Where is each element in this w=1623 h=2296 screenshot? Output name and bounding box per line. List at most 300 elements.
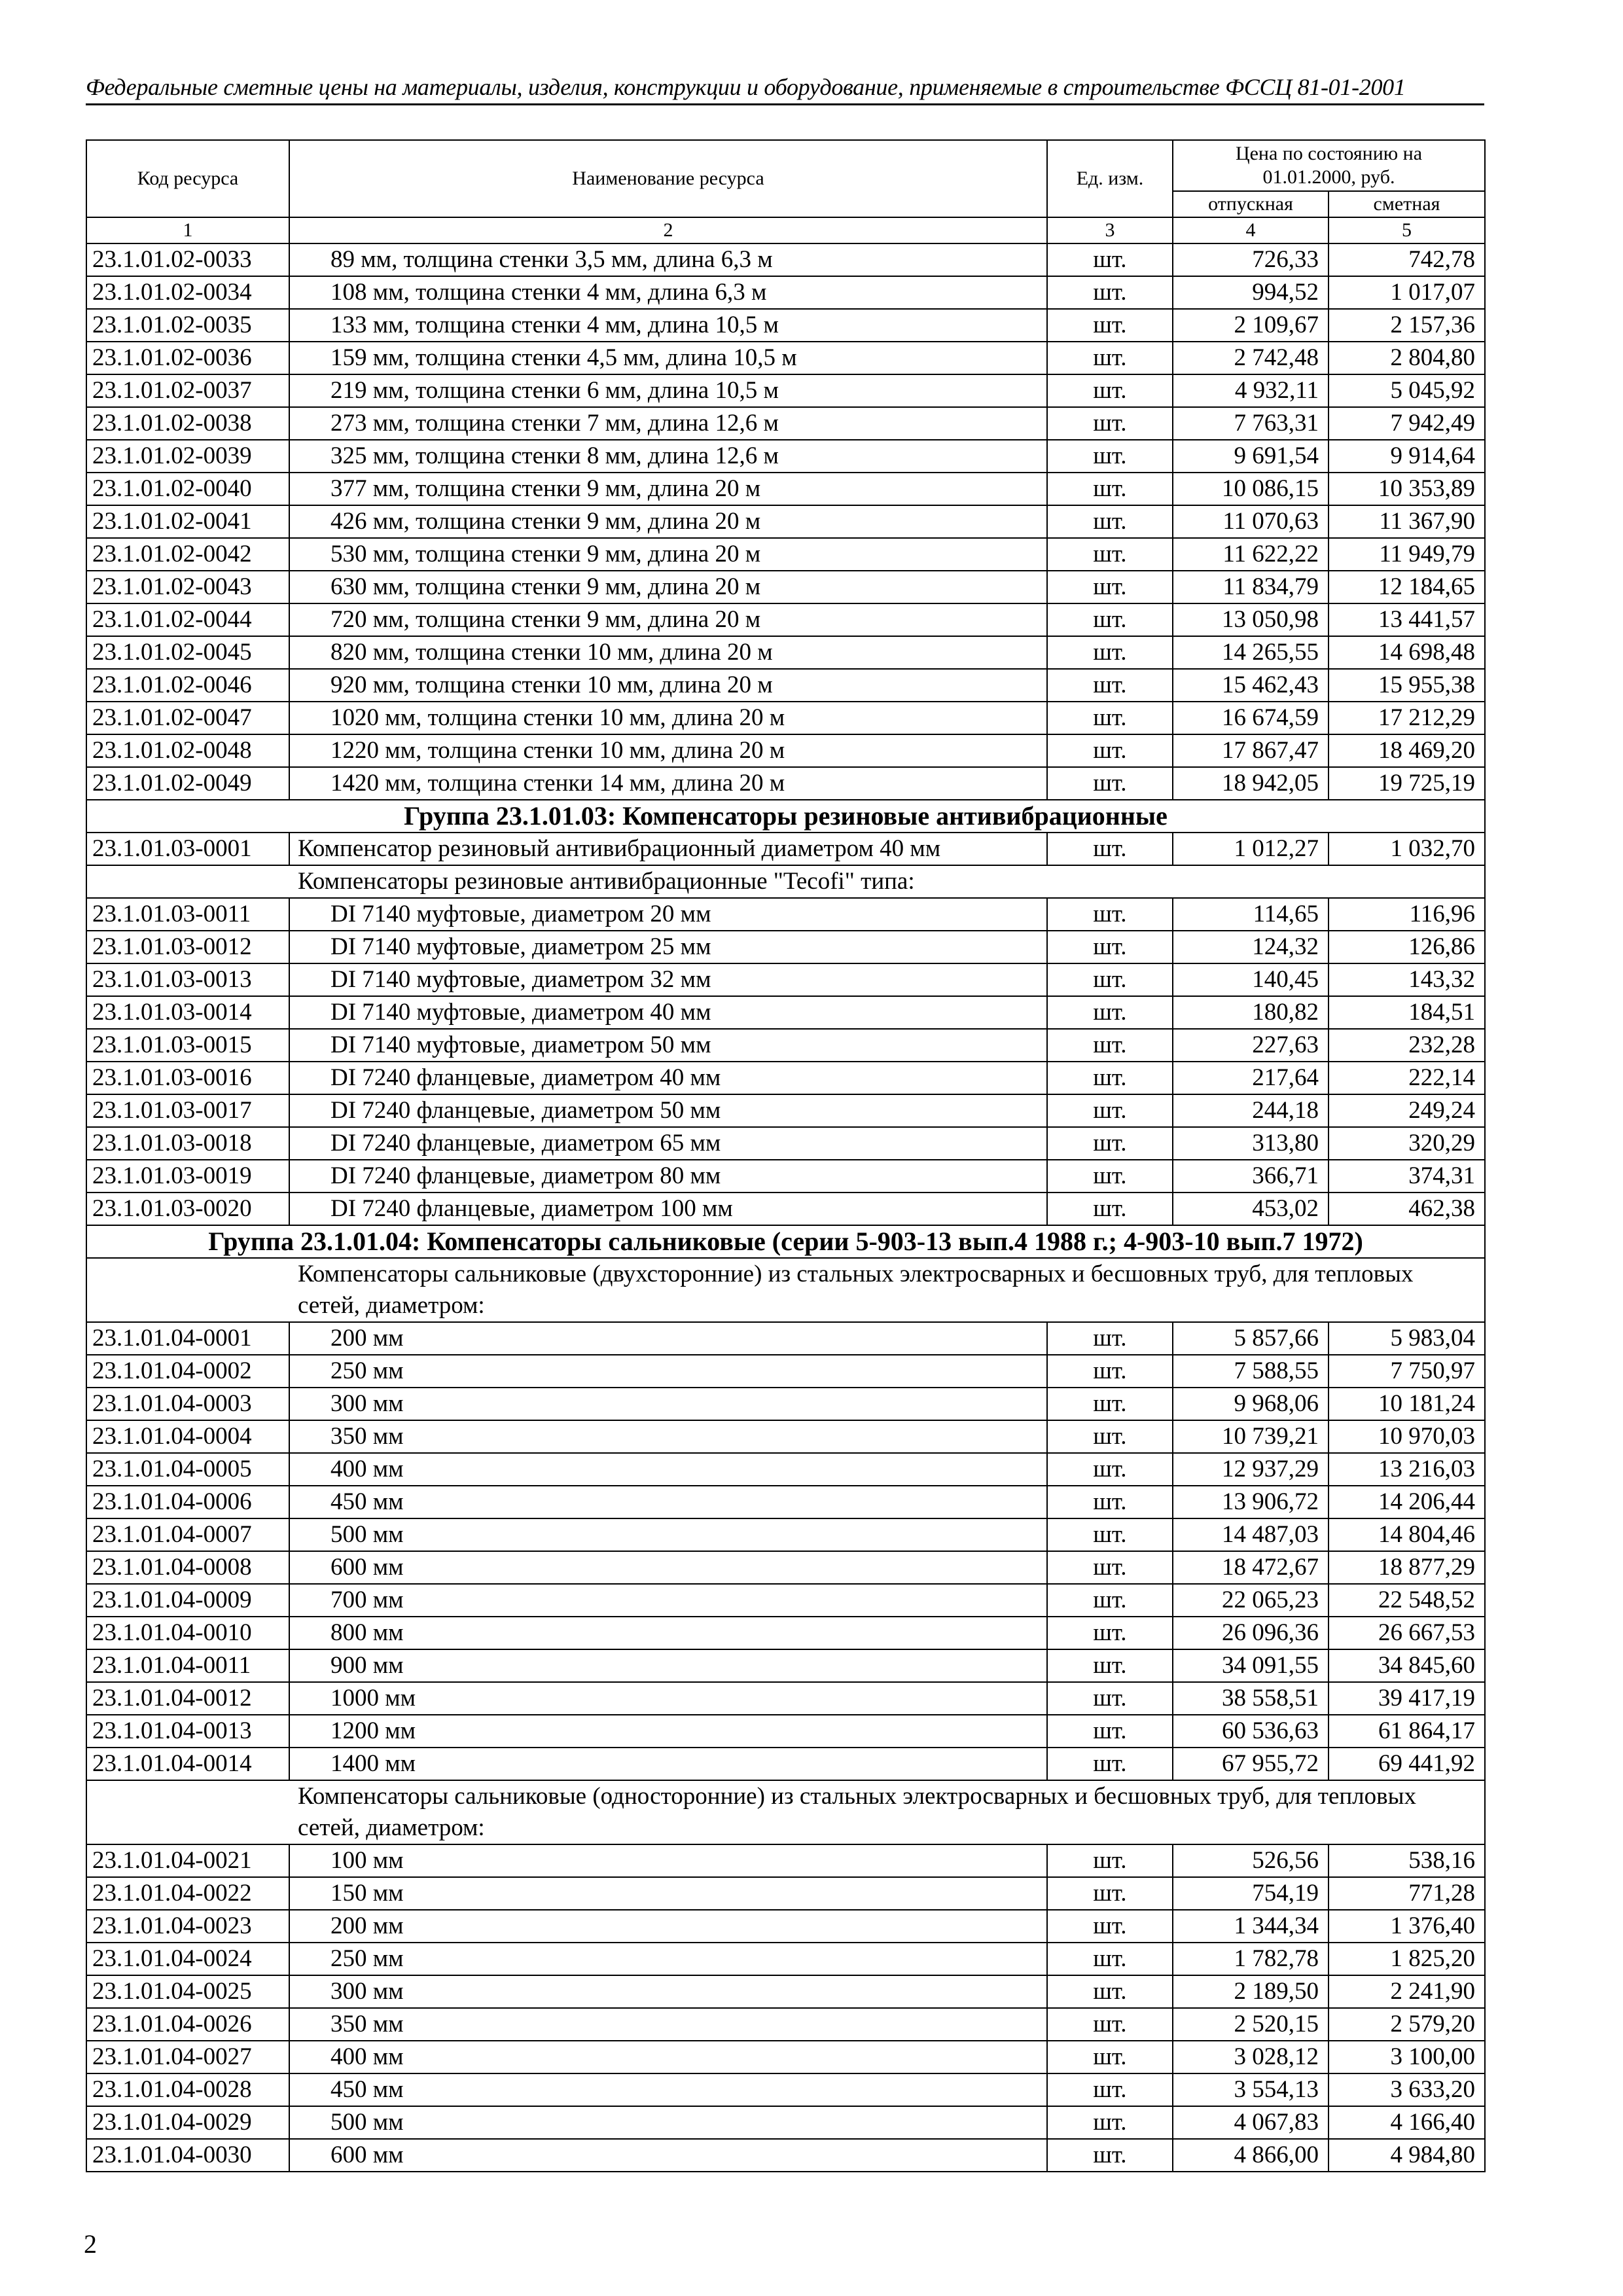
price-release: 2 189,50 (1173, 1975, 1329, 2008)
price-release: 244,18 (1173, 1094, 1329, 1127)
resource-code: 23.1.01.02-0033 (86, 243, 289, 276)
table-row (86, 1193, 1485, 1225)
price-release: 453,02 (1173, 1193, 1329, 1225)
resource-name: 219 мм, толщина стенки 6 мм, длина 10,5 м (289, 374, 1047, 407)
col-number: 1 (86, 217, 289, 243)
table-row (86, 1748, 1485, 1780)
price-estimate: 26 667,53 (1329, 1617, 1485, 1649)
price-release: 60 536,63 (1173, 1715, 1329, 1748)
resource-name: 325 мм, толщина стенки 8 мм, длина 12,6 м (289, 440, 1047, 473)
unit: шт. (1047, 1453, 1173, 1486)
price-estimate: 538,16 (1329, 1844, 1485, 1877)
resource-name: DI 7240 фланцевые, диаметром 80 мм (289, 1160, 1047, 1193)
price-estimate: 1 032,70 (1329, 833, 1485, 865)
price-estimate: 15 955,38 (1329, 669, 1485, 702)
resource-name: 200 мм (289, 1322, 1047, 1355)
price-release: 4 932,11 (1173, 374, 1329, 407)
resource-name: 500 мм (289, 1518, 1047, 1551)
resource-code: 23.1.01.04-0029 (86, 2106, 289, 2139)
table-row (86, 1910, 1485, 1943)
resource-name: DI 7140 муфтовые, диаметром 40 мм (289, 996, 1047, 1029)
table-row (86, 1094, 1485, 1127)
table-row (86, 1453, 1485, 1486)
price-release: 726,33 (1173, 243, 1329, 276)
table-row (86, 1388, 1485, 1420)
resource-name: 820 мм, толщина стенки 10 мм, длина 20 м (289, 636, 1047, 669)
table-body (86, 243, 1485, 2172)
table-row (86, 1127, 1485, 1160)
table-row (86, 833, 1485, 865)
subheading: Компенсаторы резиновые антивибрационные "Tecofi" типа: (86, 865, 1485, 898)
price-estimate: 4 166,40 (1329, 2106, 1485, 2139)
unit: шт. (1047, 603, 1173, 636)
table-row (86, 1844, 1485, 1877)
resource-name: 800 мм (289, 1617, 1047, 1649)
price-estimate: 18 469,20 (1329, 734, 1485, 767)
price-estimate: 9 914,64 (1329, 440, 1485, 473)
table-row (86, 342, 1485, 374)
resource-name: 100 мм (289, 1844, 1047, 1877)
unit: шт. (1047, 1094, 1173, 1127)
price-release: 11 070,63 (1173, 505, 1329, 538)
resource-name: 600 мм (289, 2139, 1047, 2172)
unit: шт. (1047, 898, 1173, 931)
group-title: Группа 23.1.01.03: Компенсаторы резиновые антивибрационные (86, 800, 1485, 833)
unit: шт. (1047, 931, 1173, 963)
table-row (86, 1062, 1485, 1094)
table-row (86, 1322, 1485, 1355)
price-estimate: 11 949,79 (1329, 538, 1485, 571)
table-row (86, 2041, 1485, 2073)
resource-name: 377 мм, толщина стенки 9 мм, длина 20 м (289, 473, 1047, 505)
unit: шт. (1047, 374, 1173, 407)
price-release: 18 942,05 (1173, 767, 1329, 800)
resource-code: 23.1.01.04-0024 (86, 1943, 289, 1975)
resource-name: 1220 мм, толщина стенки 10 мм, длина 20 м (289, 734, 1047, 767)
table-row (86, 1160, 1485, 1193)
table-row (86, 898, 1485, 931)
unit: шт. (1047, 1877, 1173, 1910)
resource-code: 23.1.01.04-0007 (86, 1518, 289, 1551)
unit: шт. (1047, 767, 1173, 800)
resource-code: 23.1.01.02-0042 (86, 538, 289, 571)
price-estimate: 4 984,80 (1329, 2139, 1485, 2172)
price-estimate: 22 548,52 (1329, 1584, 1485, 1617)
subheading-row (86, 1780, 1485, 1844)
resource-name: 400 мм (289, 2041, 1047, 2073)
unit: шт. (1047, 571, 1173, 603)
resource-code: 23.1.01.02-0034 (86, 276, 289, 309)
resource-code: 23.1.01.03-0020 (86, 1193, 289, 1225)
price-release: 14 265,55 (1173, 636, 1329, 669)
resource-name: 250 мм (289, 1943, 1047, 1975)
resource-name: 1020 мм, толщина стенки 10 мм, длина 20 м (289, 702, 1047, 734)
price-release: 10 086,15 (1173, 473, 1329, 505)
resource-code: 23.1.01.04-0030 (86, 2139, 289, 2172)
unit: шт. (1047, 1551, 1173, 1584)
unit: шт. (1047, 1355, 1173, 1388)
unit: шт. (1047, 342, 1173, 374)
resource-name: 630 мм, толщина стенки 9 мм, длина 20 м (289, 571, 1047, 603)
price-release: 526,56 (1173, 1844, 1329, 1877)
unit: шт. (1047, 734, 1173, 767)
resource-code: 23.1.01.04-0028 (86, 2073, 289, 2106)
price-release: 9 691,54 (1173, 440, 1329, 473)
resource-name: DI 7240 фланцевые, диаметром 40 мм (289, 1062, 1047, 1094)
price-estimate: 18 877,29 (1329, 1551, 1485, 1584)
table-row (86, 2139, 1485, 2172)
resource-code: 23.1.01.04-0014 (86, 1748, 289, 1780)
resource-name: 450 мм (289, 2073, 1047, 2106)
price-estimate: 462,38 (1329, 1193, 1485, 1225)
col-header-price-estimate: сметная (1329, 191, 1485, 217)
resource-name: Компенсатор резиновый антивибрационный диаметром 40 мм (289, 833, 1047, 865)
price-estimate: 34 845,60 (1329, 1649, 1485, 1682)
unit: шт. (1047, 538, 1173, 571)
price-release: 4 067,83 (1173, 2106, 1329, 2139)
price-release: 16 674,59 (1173, 702, 1329, 734)
unit: шт. (1047, 1617, 1173, 1649)
resource-name: 273 мм, толщина стенки 7 мм, длина 12,6 м (289, 407, 1047, 440)
price-estimate: 7 750,97 (1329, 1355, 1485, 1388)
price-estimate: 126,86 (1329, 931, 1485, 963)
price-release: 366,71 (1173, 1160, 1329, 1193)
price-estimate: 5 983,04 (1329, 1322, 1485, 1355)
resource-code: 23.1.01.04-0025 (86, 1975, 289, 2008)
price-estimate: 14 206,44 (1329, 1486, 1485, 1518)
resource-code: 23.1.01.04-0027 (86, 2041, 289, 2073)
price-estimate: 771,28 (1329, 1877, 1485, 1910)
price-release: 3 028,12 (1173, 2041, 1329, 2073)
resource-code: 23.1.01.02-0039 (86, 440, 289, 473)
resource-code: 23.1.01.03-0014 (86, 996, 289, 1029)
price-estimate: 249,24 (1329, 1094, 1485, 1127)
unit: шт. (1047, 963, 1173, 996)
col-number: 2 (289, 217, 1047, 243)
col-header-price: Цена по состоянию на 01.01.2000, руб. (1173, 140, 1485, 191)
unit: шт. (1047, 1649, 1173, 1682)
price-table (86, 139, 1486, 2172)
price-estimate: 5 045,92 (1329, 374, 1485, 407)
resource-name: 450 мм (289, 1486, 1047, 1518)
resource-code: 23.1.01.03-0018 (86, 1127, 289, 1160)
price-estimate: 2 241,90 (1329, 1975, 1485, 2008)
price-estimate: 232,28 (1329, 1029, 1485, 1062)
unit: шт. (1047, 2106, 1173, 2139)
price-estimate: 19 725,19 (1329, 767, 1485, 800)
price-release: 18 472,67 (1173, 1551, 1329, 1584)
resource-code: 23.1.01.04-0013 (86, 1715, 289, 1748)
resource-name: 1400 мм (289, 1748, 1047, 1780)
price-estimate: 14 804,46 (1329, 1518, 1485, 1551)
unit: шт. (1047, 1910, 1173, 1943)
resource-code: 23.1.01.02-0047 (86, 702, 289, 734)
table-row (86, 1486, 1485, 1518)
price-estimate: 10 970,03 (1329, 1420, 1485, 1453)
resource-name: 920 мм, толщина стенки 10 мм, длина 20 м (289, 669, 1047, 702)
table-row (86, 1975, 1485, 2008)
price-release: 11 622,22 (1173, 538, 1329, 571)
price-release: 227,63 (1173, 1029, 1329, 1062)
resource-code: 23.1.01.04-0001 (86, 1322, 289, 1355)
unit: шт. (1047, 1715, 1173, 1748)
unit: шт. (1047, 440, 1173, 473)
price-release: 22 065,23 (1173, 1584, 1329, 1617)
resource-code: 23.1.01.02-0046 (86, 669, 289, 702)
col-number: 5 (1329, 217, 1485, 243)
unit: шт. (1047, 1062, 1173, 1094)
price-release: 140,45 (1173, 963, 1329, 996)
resource-code: 23.1.01.03-0016 (86, 1062, 289, 1094)
resource-code: 23.1.01.02-0043 (86, 571, 289, 603)
table-row (86, 440, 1485, 473)
unit: шт. (1047, 1127, 1173, 1160)
resource-name: 530 мм, толщина стенки 9 мм, длина 20 м (289, 538, 1047, 571)
unit: шт. (1047, 1322, 1173, 1355)
resource-name: 133 мм, толщина стенки 4 мм, длина 10,5 м (289, 309, 1047, 342)
table-row (86, 963, 1485, 996)
resource-name: 350 мм (289, 2008, 1047, 2041)
price-estimate: 14 698,48 (1329, 636, 1485, 669)
table-row (86, 636, 1485, 669)
unit: шт. (1047, 1388, 1173, 1420)
resource-name: 500 мм (289, 2106, 1047, 2139)
price-estimate: 17 212,29 (1329, 702, 1485, 734)
group-title-row (86, 1225, 1485, 1258)
price-estimate: 13 216,03 (1329, 1453, 1485, 1486)
unit: шт. (1047, 243, 1173, 276)
price-release: 994,52 (1173, 276, 1329, 309)
resource-code: 23.1.01.02-0035 (86, 309, 289, 342)
resource-name: 350 мм (289, 1420, 1047, 1453)
resource-code: 23.1.01.02-0049 (86, 767, 289, 800)
price-release: 2 742,48 (1173, 342, 1329, 374)
resource-code: 23.1.01.03-0015 (86, 1029, 289, 1062)
resource-code: 23.1.01.04-0005 (86, 1453, 289, 1486)
price-release: 10 739,21 (1173, 1420, 1329, 1453)
resource-name: 720 мм, толщина стенки 9 мм, длина 20 м (289, 603, 1047, 636)
price-release: 7 588,55 (1173, 1355, 1329, 1388)
unit: шт. (1047, 1518, 1173, 1551)
price-release: 11 834,79 (1173, 571, 1329, 603)
table-row (86, 702, 1485, 734)
table-row (86, 1355, 1485, 1388)
table-row (86, 1877, 1485, 1910)
price-release: 7 763,31 (1173, 407, 1329, 440)
resource-name: 700 мм (289, 1584, 1047, 1617)
subheading-row (86, 865, 1485, 898)
table-row (86, 931, 1485, 963)
unit: шт. (1047, 702, 1173, 734)
col-header-name: Наименование ресурса (289, 140, 1047, 217)
resource-code: 23.1.01.04-0022 (86, 1877, 289, 1910)
unit: шт. (1047, 1420, 1173, 1453)
price-release: 67 955,72 (1173, 1748, 1329, 1780)
resource-code: 23.1.01.02-0040 (86, 473, 289, 505)
price-estimate: 2 804,80 (1329, 342, 1485, 374)
unit: шт. (1047, 1844, 1173, 1877)
unit: шт. (1047, 1584, 1173, 1617)
price-release: 9 968,06 (1173, 1388, 1329, 1420)
price-release: 1 344,34 (1173, 1910, 1329, 1943)
price-release: 4 866,00 (1173, 2139, 1329, 2172)
unit: шт. (1047, 407, 1173, 440)
table-row (86, 1584, 1485, 1617)
price-estimate: 1 376,40 (1329, 1910, 1485, 1943)
unit: шт. (1047, 505, 1173, 538)
resource-name: 89 мм, толщина стенки 3,5 мм, длина 6,3 м (289, 243, 1047, 276)
page-number: 2 (84, 2229, 97, 2259)
table-row (86, 571, 1485, 603)
price-estimate: 11 367,90 (1329, 505, 1485, 538)
resource-name: 150 мм (289, 1877, 1047, 1910)
resource-name: 426 мм, толщина стенки 9 мм, длина 20 м (289, 505, 1047, 538)
price-estimate: 2 157,36 (1329, 309, 1485, 342)
resource-code: 23.1.01.02-0041 (86, 505, 289, 538)
price-estimate: 69 441,92 (1329, 1748, 1485, 1780)
price-release: 114,65 (1173, 898, 1329, 931)
price-estimate: 13 441,57 (1329, 603, 1485, 636)
price-release: 180,82 (1173, 996, 1329, 1029)
unit: шт. (1047, 1486, 1173, 1518)
resource-code: 23.1.01.03-0013 (86, 963, 289, 996)
price-release: 754,19 (1173, 1877, 1329, 1910)
unit: шт. (1047, 1029, 1173, 1062)
resource-code: 23.1.01.03-0017 (86, 1094, 289, 1127)
table-row (86, 374, 1485, 407)
table-row (86, 1649, 1485, 1682)
price-estimate: 7 942,49 (1329, 407, 1485, 440)
col-number: 3 (1047, 217, 1173, 243)
price-release: 3 554,13 (1173, 2073, 1329, 2106)
table-row (86, 473, 1485, 505)
resource-code: 23.1.01.04-0010 (86, 1617, 289, 1649)
resource-code: 23.1.01.04-0021 (86, 1844, 289, 1877)
col-header-code: Код ресурса (86, 140, 289, 217)
unit: шт. (1047, 2008, 1173, 2041)
price-release: 17 867,47 (1173, 734, 1329, 767)
price-release: 2 109,67 (1173, 309, 1329, 342)
table-row (86, 243, 1485, 276)
table-row (86, 276, 1485, 309)
table-row (86, 407, 1485, 440)
table-row (86, 1943, 1485, 1975)
unit: шт. (1047, 669, 1173, 702)
resource-name: 159 мм, толщина стенки 4,5 мм, длина 10,5 м (289, 342, 1047, 374)
subheading: Компенсаторы сальниковые (двухсторонние) из стальных электросварных и бесшовных труб, для тепловых сетей, диаметром: (86, 1258, 1485, 1322)
unit: шт. (1047, 1682, 1173, 1715)
resource-name: 300 мм (289, 1975, 1047, 2008)
resource-code: 23.1.01.04-0026 (86, 2008, 289, 2041)
resource-code: 23.1.01.03-0011 (86, 898, 289, 931)
table-row (86, 767, 1485, 800)
unit: шт. (1047, 2073, 1173, 2106)
table-row (86, 1682, 1485, 1715)
resource-name: 1420 мм, толщина стенки 14 мм, длина 20 м (289, 767, 1047, 800)
price-release: 15 462,43 (1173, 669, 1329, 702)
unit: шт. (1047, 833, 1173, 865)
price-release: 13 050,98 (1173, 603, 1329, 636)
price-estimate: 39 417,19 (1329, 1682, 1485, 1715)
table-row (86, 1420, 1485, 1453)
price-release: 5 857,66 (1173, 1322, 1329, 1355)
table-row (86, 2008, 1485, 2041)
unit: шт. (1047, 636, 1173, 669)
table-row (86, 309, 1485, 342)
resource-name: DI 7140 муфтовые, диаметром 50 мм (289, 1029, 1047, 1062)
table-row (86, 996, 1485, 1029)
resource-name: 400 мм (289, 1453, 1047, 1486)
table-row (86, 2073, 1485, 2106)
price-release: 38 558,51 (1173, 1682, 1329, 1715)
table-row (86, 1551, 1485, 1584)
table-row (86, 734, 1485, 767)
resource-code: 23.1.01.04-0004 (86, 1420, 289, 1453)
price-release: 124,32 (1173, 931, 1329, 963)
col-number: 4 (1173, 217, 1329, 243)
price-release: 1 782,78 (1173, 1943, 1329, 1975)
resource-code: 23.1.01.02-0045 (86, 636, 289, 669)
unit: шт. (1047, 1943, 1173, 1975)
price-estimate: 143,32 (1329, 963, 1485, 996)
resource-code: 23.1.01.03-0001 (86, 833, 289, 865)
price-release: 12 937,29 (1173, 1453, 1329, 1486)
resource-name: DI 7240 фланцевые, диаметром 50 мм (289, 1094, 1047, 1127)
price-release: 2 520,15 (1173, 2008, 1329, 2041)
resource-code: 23.1.01.02-0048 (86, 734, 289, 767)
price-estimate: 184,51 (1329, 996, 1485, 1029)
price-release: 313,80 (1173, 1127, 1329, 1160)
resource-name: DI 7140 муфтовые, диаметром 25 мм (289, 931, 1047, 963)
price-release: 217,64 (1173, 1062, 1329, 1094)
unit: шт. (1047, 2139, 1173, 2172)
price-estimate: 1 825,20 (1329, 1943, 1485, 1975)
resource-name: 600 мм (289, 1551, 1047, 1584)
unit: шт. (1047, 996, 1173, 1029)
table-row (86, 2106, 1485, 2139)
price-estimate: 10 353,89 (1329, 473, 1485, 505)
resource-code: 23.1.01.02-0038 (86, 407, 289, 440)
resource-code: 23.1.01.04-0009 (86, 1584, 289, 1617)
price-estimate: 12 184,65 (1329, 571, 1485, 603)
price-estimate: 3 100,00 (1329, 2041, 1485, 2073)
unit: шт. (1047, 309, 1173, 342)
resource-name: 250 мм (289, 1355, 1047, 1388)
price-estimate: 61 864,17 (1329, 1715, 1485, 1748)
subheading-row (86, 1258, 1485, 1322)
running-head: Федеральные сметные цены на материалы, изделия, конструкции и оборудование, применяемые в строительстве ФССЦ 81-01-2001 (86, 74, 1406, 100)
resource-name: 108 мм, толщина стенки 4 мм, длина 6,3 м (289, 276, 1047, 309)
resource-code: 23.1.01.04-0023 (86, 1910, 289, 1943)
price-release: 26 096,36 (1173, 1617, 1329, 1649)
resource-name: DI 7240 фланцевые, диаметром 100 мм (289, 1193, 1047, 1225)
price-estimate: 320,29 (1329, 1127, 1485, 1160)
table-row (86, 603, 1485, 636)
resource-name: DI 7240 фланцевые, диаметром 65 мм (289, 1127, 1047, 1160)
price-estimate: 742,78 (1329, 243, 1485, 276)
price-release: 34 091,55 (1173, 1649, 1329, 1682)
resource-code: 23.1.01.03-0012 (86, 931, 289, 963)
table-row (86, 538, 1485, 571)
subheading: Компенсаторы сальниковые (односторонние) из стальных электросварных и бесшовных труб, для тепловых сетей, диаметром: (86, 1780, 1485, 1844)
table-row (86, 1715, 1485, 1748)
price-estimate: 1 017,07 (1329, 276, 1485, 309)
group-title-row (86, 800, 1485, 833)
unit: шт. (1047, 1975, 1173, 2008)
resource-code: 23.1.01.04-0012 (86, 1682, 289, 1715)
group-title: Группа 23.1.01.04: Компенсаторы сальниковые (серии 5-903-13 вып.4 1988 г.; 4-903-10 вып.7 1972) (86, 1225, 1485, 1258)
resource-code: 23.1.01.02-0037 (86, 374, 289, 407)
